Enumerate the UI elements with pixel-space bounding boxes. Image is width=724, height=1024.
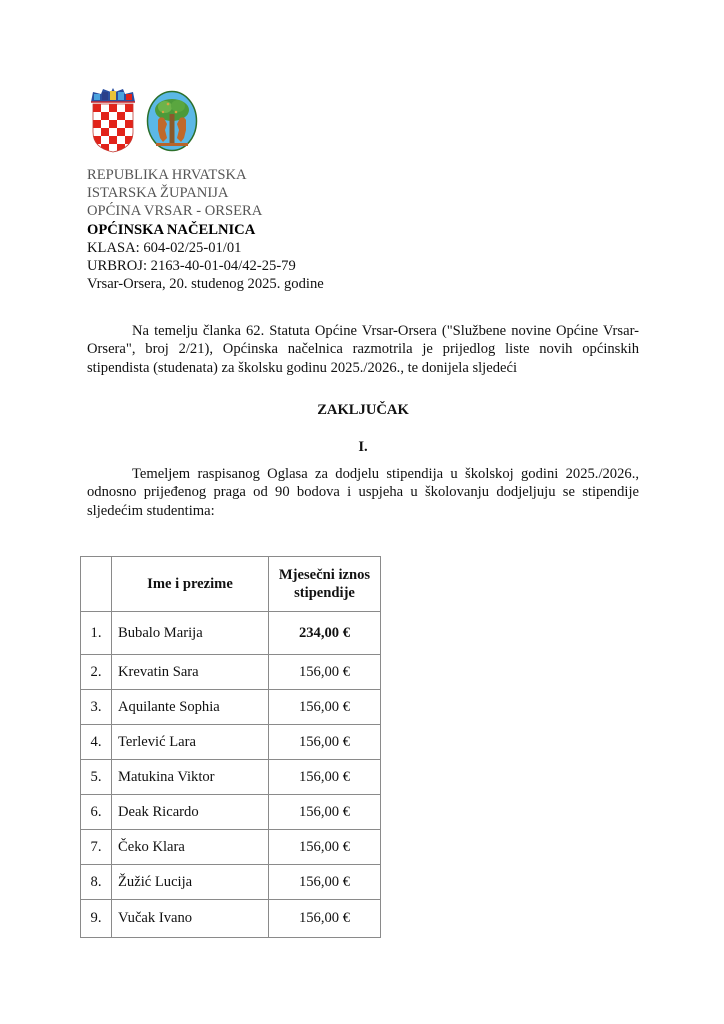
row-name: Deak Ricardo xyxy=(112,795,269,830)
section-paragraph: Temeljem raspisanog Oglasa za dodjelu stipendija u školskoj godini 2025./2026., odnosno prijeđenog praga od 90 bodova i uspjeha u školovanju dodjeljuju se stipendije sljedećim studentima: xyxy=(87,466,639,519)
row-amount: 156,00 € xyxy=(269,900,381,938)
row-name: Aquilante Sophia xyxy=(112,690,269,725)
table-row xyxy=(81,900,381,938)
table-row xyxy=(81,760,381,795)
row-amount: 156,00 € xyxy=(269,725,381,760)
row-name: Vučak Ivano xyxy=(112,900,269,938)
header-klasa: KLASA: 604-02/25-01/01 xyxy=(87,239,242,256)
row-amount: 156,00 € xyxy=(269,760,381,795)
logos xyxy=(89,86,209,156)
vrsar-coat-of-arms-icon xyxy=(146,90,198,152)
row-number: 6. xyxy=(81,795,112,830)
row-number: 2. xyxy=(81,655,112,690)
row-amount: 156,00 € xyxy=(269,830,381,865)
header-county: ISTARSKA ŽUPANIJA xyxy=(87,185,229,202)
section-number: I. xyxy=(358,439,368,455)
table-row xyxy=(81,865,381,900)
row-amount: 156,00 € xyxy=(269,865,381,900)
document-header xyxy=(87,166,324,293)
row-amount: 234,00 € xyxy=(269,612,381,655)
row-name: Žužić Lucija xyxy=(112,865,269,900)
table-row xyxy=(81,725,381,760)
row-number: 3. xyxy=(81,690,112,725)
table-row xyxy=(81,690,381,725)
intro-paragraph: Na temelju članka 62. Statuta Općine Vrsar-Orsera ("Službene novine Općine Vrsar-Orsera", broj 2/21), Općinska načelnica razmotrila je prijedlog liste novih općinskih stipendista (studenata) za školsku godinu 2025./2026., te donijela sljedeći xyxy=(87,323,639,376)
header-number xyxy=(81,557,112,612)
row-amount: 156,00 € xyxy=(269,690,381,725)
row-number: 8. xyxy=(81,865,112,900)
row-number: 9. xyxy=(81,900,112,938)
row-name: Matukina Viktor xyxy=(112,760,269,795)
table-header-row xyxy=(81,557,381,612)
table-row xyxy=(81,830,381,865)
header-urbroj: URBROJ: 2163-40-01-04/42-25-79 xyxy=(87,258,296,275)
scholarship-table xyxy=(80,556,381,938)
row-number: 4. xyxy=(81,725,112,760)
header-amount-line2: stipendije xyxy=(294,585,355,601)
header-place-date: Vrsar-Orsera, 20. studenog 2025. godine xyxy=(87,276,324,293)
row-number: 1. xyxy=(81,612,112,655)
croatia-coat-of-arms-icon xyxy=(89,86,137,154)
header-municipality: OPĆINA VRSAR - ORSERA xyxy=(87,203,263,220)
row-number: 5. xyxy=(81,760,112,795)
row-amount: 156,00 € xyxy=(269,655,381,690)
header-name: Ime i prezime xyxy=(112,557,269,612)
row-amount: 156,00 € xyxy=(269,795,381,830)
table-row xyxy=(81,612,381,655)
table-row xyxy=(81,655,381,690)
header-amount-line1: Mjesečni iznos xyxy=(278,567,371,583)
table-row xyxy=(81,795,381,830)
document-title: ZAKLJUČAK xyxy=(317,402,409,418)
header-amount xyxy=(269,557,381,612)
row-name: Terlević Lara xyxy=(112,725,269,760)
header-republic: REPUBLIKA HRVATSKA xyxy=(87,167,247,183)
row-name: Krevatin Sara xyxy=(112,655,269,690)
row-name: Čeko Klara xyxy=(112,830,269,865)
row-number: 7. xyxy=(81,830,112,865)
header-office: OPĆINSKA NAČELNICA xyxy=(87,221,256,238)
row-name: Bubalo Marija xyxy=(112,612,269,655)
